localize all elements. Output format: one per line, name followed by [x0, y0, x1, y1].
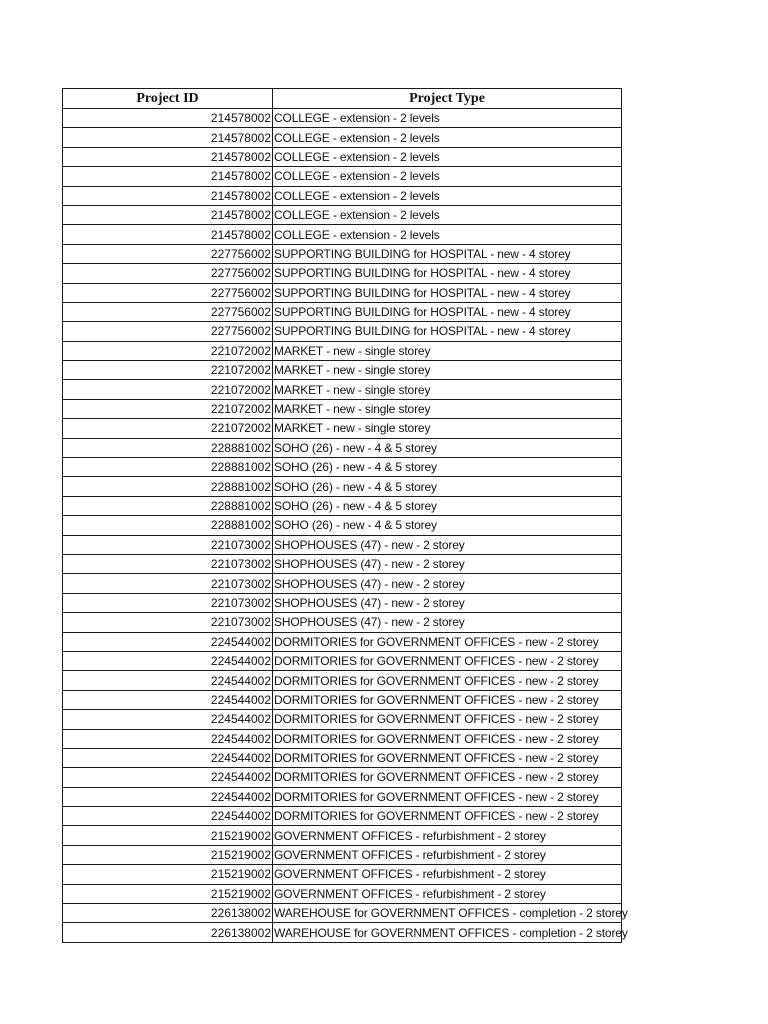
project-type-cell: MARKET - new - single storey [273, 380, 622, 399]
project-id-cell: 227756002 [63, 283, 273, 302]
table-row [63, 167, 622, 186]
header-project-type: Project Type [273, 89, 622, 109]
project-type-cell: MARKET - new - single storey [273, 399, 622, 418]
project-id-cell: 214578002 [63, 225, 273, 244]
project-type-cell: SHOPHOUSES (47) - new - 2 storey [273, 593, 622, 612]
project-id-cell: 224544002 [63, 690, 273, 709]
project-id-cell: 214578002 [63, 186, 273, 205]
table-row [63, 147, 622, 166]
project-type-cell: DORMITORIES for GOVERNMENT OFFICES - new - 2 storey [273, 729, 622, 748]
table-row [63, 458, 622, 477]
project-type-cell: MARKET - new - single storey [273, 341, 622, 360]
project-type-cell: SOHO (26) - new - 4 & 5 storey [273, 516, 622, 535]
table-row [63, 438, 622, 457]
table-body [63, 109, 628, 943]
project-id-cell: 215219002 [63, 826, 273, 845]
project-id-cell: 221073002 [63, 613, 273, 632]
project-id-cell: 226138002 [63, 904, 273, 923]
project-id-cell: 228881002 [63, 458, 273, 477]
project-id-cell: 221073002 [63, 574, 273, 593]
project-id-cell: 214578002 [63, 109, 273, 128]
table-row [63, 593, 622, 612]
table-row [63, 710, 622, 729]
project-id-cell: 226138002 [63, 923, 273, 942]
project-type-cell: COLLEGE - extension - 2 levels [273, 205, 622, 224]
table-header-row [63, 89, 622, 109]
table-row [63, 632, 622, 651]
project-type-cell: DORMITORIES for GOVERNMENT OFFICES - new - 2 storey [273, 748, 622, 767]
project-type-cell: SUPPORTING BUILDING for HOSPITAL - new - 4 storey [273, 302, 622, 321]
table-row [63, 225, 622, 244]
project-type-cell: SOHO (26) - new - 4 & 5 storey [273, 458, 622, 477]
project-id-cell: 221072002 [63, 419, 273, 438]
table-row [63, 496, 622, 515]
table-row [63, 884, 622, 903]
project-type-cell: SUPPORTING BUILDING for HOSPITAL - new - 4 storey [273, 244, 622, 263]
table-row [63, 244, 622, 263]
project-id-cell: 214578002 [63, 147, 273, 166]
project-id-cell: 224544002 [63, 710, 273, 729]
table-row [63, 205, 622, 224]
table-row [63, 690, 622, 709]
table-row [63, 380, 622, 399]
project-type-cell: GOVERNMENT OFFICES - refurbishment - 2 storey [273, 865, 622, 884]
project-type-cell: SHOPHOUSES (47) - new - 2 storey [273, 574, 622, 593]
table-row [63, 904, 622, 923]
table-row [63, 748, 622, 767]
table-row [63, 923, 622, 942]
project-type-cell: SHOPHOUSES (47) - new - 2 storey [273, 613, 622, 632]
table-row [63, 865, 622, 884]
project-id-cell: 221073002 [63, 554, 273, 573]
project-id-cell: 215219002 [63, 884, 273, 903]
project-id-cell: 224544002 [63, 632, 273, 651]
project-type-cell: DORMITORIES for GOVERNMENT OFFICES - new - 2 storey [273, 690, 622, 709]
project-id-cell: 224544002 [63, 651, 273, 670]
project-id-cell: 224544002 [63, 729, 273, 748]
project-type-cell: GOVERNMENT OFFICES - refurbishment - 2 storey [273, 826, 622, 845]
project-type-cell: DORMITORIES for GOVERNMENT OFFICES - new - 2 storey [273, 710, 622, 729]
project-id-cell: 221072002 [63, 399, 273, 418]
table-row [63, 651, 622, 670]
project-id-cell: 227756002 [63, 322, 273, 341]
table-row [63, 186, 622, 205]
project-id-cell: 215219002 [63, 865, 273, 884]
project-id-cell: 221073002 [63, 593, 273, 612]
table-row [63, 302, 622, 321]
table-row [63, 826, 622, 845]
project-id-cell: 224544002 [63, 768, 273, 787]
table-row [63, 535, 622, 554]
table-row [63, 419, 622, 438]
project-type-cell: WAREHOUSE for GOVERNMENT OFFICES - completion - 2 storey [273, 904, 622, 923]
project-type-cell: SUPPORTING BUILDING for HOSPITAL - new - 4 storey [273, 322, 622, 341]
project-type-cell: COLLEGE - extension - 2 levels [273, 109, 622, 128]
project-type-cell: COLLEGE - extension - 2 levels [273, 186, 622, 205]
project-id-cell: 221072002 [63, 380, 273, 399]
table-row [63, 399, 622, 418]
table-row [63, 807, 622, 826]
project-type-cell: MARKET - new - single storey [273, 361, 622, 380]
table-row [63, 341, 622, 360]
header-project-id: Project ID [63, 89, 273, 109]
project-type-cell: DORMITORIES for GOVERNMENT OFFICES - new - 2 storey [273, 768, 622, 787]
project-type-cell: WAREHOUSE for GOVERNMENT OFFICES - completion - 2 storey [273, 923, 622, 942]
project-type-cell: COLLEGE - extension - 2 levels [273, 128, 622, 147]
project-type-cell: COLLEGE - extension - 2 levels [273, 225, 622, 244]
table-row [63, 264, 622, 283]
project-id-cell: 215219002 [63, 845, 273, 864]
project-type-cell: MARKET - new - single storey [273, 419, 622, 438]
table-row [63, 574, 622, 593]
project-id-cell: 221073002 [63, 535, 273, 554]
project-type-cell: SHOPHOUSES (47) - new - 2 storey [273, 554, 622, 573]
table-row [63, 283, 622, 302]
table-row [63, 671, 622, 690]
project-type-cell: DORMITORIES for GOVERNMENT OFFICES - new - 2 storey [273, 807, 622, 826]
project-id-cell: 224544002 [63, 787, 273, 806]
project-id-cell: 228881002 [63, 496, 273, 515]
table-row [63, 787, 622, 806]
table-row [63, 845, 622, 864]
table-row [63, 516, 622, 535]
project-type-cell: SUPPORTING BUILDING for HOSPITAL - new - 4 storey [273, 283, 622, 302]
project-type-cell: DORMITORIES for GOVERNMENT OFFICES - new - 2 storey [273, 671, 622, 690]
project-type-cell: COLLEGE - extension - 2 levels [273, 167, 622, 186]
table-row [63, 768, 622, 787]
project-type-cell: SOHO (26) - new - 4 & 5 storey [273, 496, 622, 515]
project-id-cell: 214578002 [63, 205, 273, 224]
project-table [62, 88, 628, 943]
project-id-cell: 214578002 [63, 167, 273, 186]
project-type-cell: DORMITORIES for GOVERNMENT OFFICES - new - 2 storey [273, 632, 622, 651]
table-row [63, 554, 622, 573]
project-id-cell: 221072002 [63, 361, 273, 380]
project-type-cell: SOHO (26) - new - 4 & 5 storey [273, 438, 622, 457]
project-type-cell: GOVERNMENT OFFICES - refurbishment - 2 storey [273, 884, 622, 903]
project-id-cell: 224544002 [63, 671, 273, 690]
project-id-cell: 224544002 [63, 807, 273, 826]
project-id-cell: 227756002 [63, 244, 273, 263]
project-id-cell: 227756002 [63, 302, 273, 321]
project-type-cell: GOVERNMENT OFFICES - refurbishment - 2 storey [273, 845, 622, 864]
table-row [63, 477, 622, 496]
project-id-cell: 224544002 [63, 748, 273, 767]
project-id-cell: 228881002 [63, 477, 273, 496]
table-row [63, 109, 622, 128]
table-row [63, 361, 622, 380]
project-type-cell: COLLEGE - extension - 2 levels [273, 147, 622, 166]
project-id-cell: 227756002 [63, 264, 273, 283]
project-id-cell: 221072002 [63, 341, 273, 360]
table-row [63, 322, 622, 341]
table-row [63, 613, 622, 632]
project-type-cell: SHOPHOUSES (47) - new - 2 storey [273, 535, 622, 554]
project-type-cell: SOHO (26) - new - 4 & 5 storey [273, 477, 622, 496]
project-id-cell: 228881002 [63, 438, 273, 457]
table-row [63, 128, 622, 147]
project-type-cell: DORMITORIES for GOVERNMENT OFFICES - new - 2 storey [273, 787, 622, 806]
project-id-cell: 228881002 [63, 516, 273, 535]
table-row [63, 729, 622, 748]
project-type-cell: SUPPORTING BUILDING for HOSPITAL - new - 4 storey [273, 264, 622, 283]
project-id-cell: 214578002 [63, 128, 273, 147]
project-type-cell: DORMITORIES for GOVERNMENT OFFICES - new - 2 storey [273, 651, 622, 670]
